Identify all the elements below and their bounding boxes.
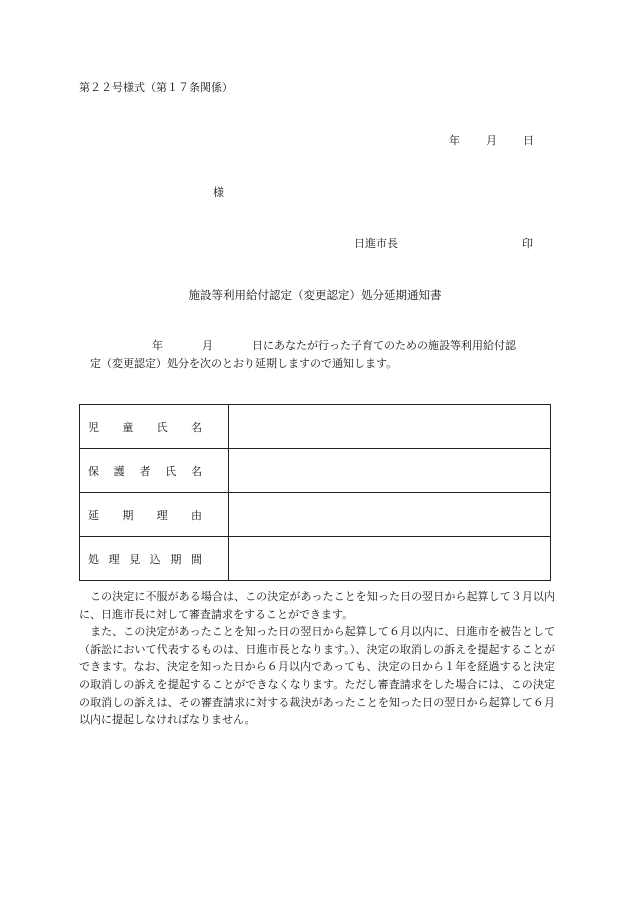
row-label-char: 期 — [122, 508, 134, 522]
row-label — [88, 419, 202, 435]
row-label-char: 由 — [190, 508, 202, 522]
seal-mark: 印 — [522, 237, 533, 250]
table-row — [80, 493, 551, 537]
table-row — [80, 405, 551, 449]
info-table — [79, 404, 551, 581]
intro-year-label: 年 — [152, 339, 163, 352]
notes-paragraph-1-text: この決定に不服がある場合は、この決定があったことを知った日の翌日から起算して３月以内に、日進市長に対して審査請求をすることができます。 — [79, 590, 555, 621]
row-label-char: 名 — [190, 420, 202, 434]
row-label-char: 氏 — [156, 420, 168, 434]
addressee-suffix: 様 — [213, 186, 224, 199]
notes-section — [79, 588, 555, 729]
row-label-char: 込 — [149, 552, 161, 566]
row-label-char: 保 — [88, 464, 99, 478]
row-label-cell — [80, 537, 229, 581]
row-label-cell — [80, 449, 229, 493]
row-label-char: 名 — [191, 464, 202, 478]
row-label-char: 氏 — [165, 464, 177, 478]
date-line — [449, 135, 534, 146]
date-month-label: 月 — [486, 134, 497, 147]
table-row — [80, 449, 551, 493]
row-label-char: 期 — [170, 552, 182, 566]
row-label-char: 護 — [113, 464, 125, 478]
form-number: 第２２号様式（第１７条関係） — [79, 81, 233, 94]
document-title: 施設等利用給付認定（変更認定）処分延期通知書 — [188, 288, 442, 302]
row-value-cell[interactable] — [229, 449, 551, 493]
row-label-char: 者 — [139, 464, 151, 478]
row-label-char: 理 — [108, 552, 120, 566]
row-label — [88, 507, 202, 523]
row-value-cell[interactable] — [229, 405, 551, 449]
date-day-label: 日 — [523, 134, 534, 147]
row-label-char: 理 — [156, 508, 168, 522]
row-label-char: 童 — [122, 420, 134, 434]
row-label-char: 処 — [88, 552, 99, 566]
table-row — [80, 537, 551, 581]
row-label-char: 延 — [88, 508, 99, 522]
intro-line1-text: 日にあなたが行った子育てのための施設等利用給付認 — [252, 339, 516, 352]
row-label — [88, 551, 202, 567]
row-label-char: 児 — [88, 420, 99, 434]
notes-paragraph-1 — [79, 588, 555, 623]
row-value-cell[interactable] — [229, 493, 551, 537]
row-value-cell[interactable] — [229, 537, 551, 581]
intro-line-1 — [79, 337, 559, 355]
notes-paragraph-2 — [79, 623, 555, 729]
row-label-cell — [80, 493, 229, 537]
issuer-name: 日進市長 — [354, 237, 398, 250]
notes-paragraph-2-text: また、この決定があったことを知った日の翌日から起算して６月以内に、日進市を被告として（訴訟において代表するものは、日進市長となります。）、決定の取消しの訴えを提起することができます。なお、決定を知った日から６月以内であっても、決定の日から１年を経過すると決定の取消しの訴えを提起することができなくなります。ただし審査請求をした場合には、この決定の取消しの訴えは、その審査請求に対する裁決があったことを知った日の翌日から起算して６月以内に提起しなければなりません。 — [79, 625, 555, 727]
row-label-char: 見 — [129, 552, 141, 566]
row-label-char: 間 — [190, 552, 202, 566]
intro-paragraph — [79, 337, 559, 372]
intro-line-2: 定（変更認定）処分を次のとおり延期しますので通知します。 — [90, 356, 398, 370]
row-label — [88, 463, 202, 479]
row-label-cell — [80, 405, 229, 449]
intro-month-label: 月 — [202, 339, 213, 352]
date-year-label: 年 — [449, 134, 460, 147]
